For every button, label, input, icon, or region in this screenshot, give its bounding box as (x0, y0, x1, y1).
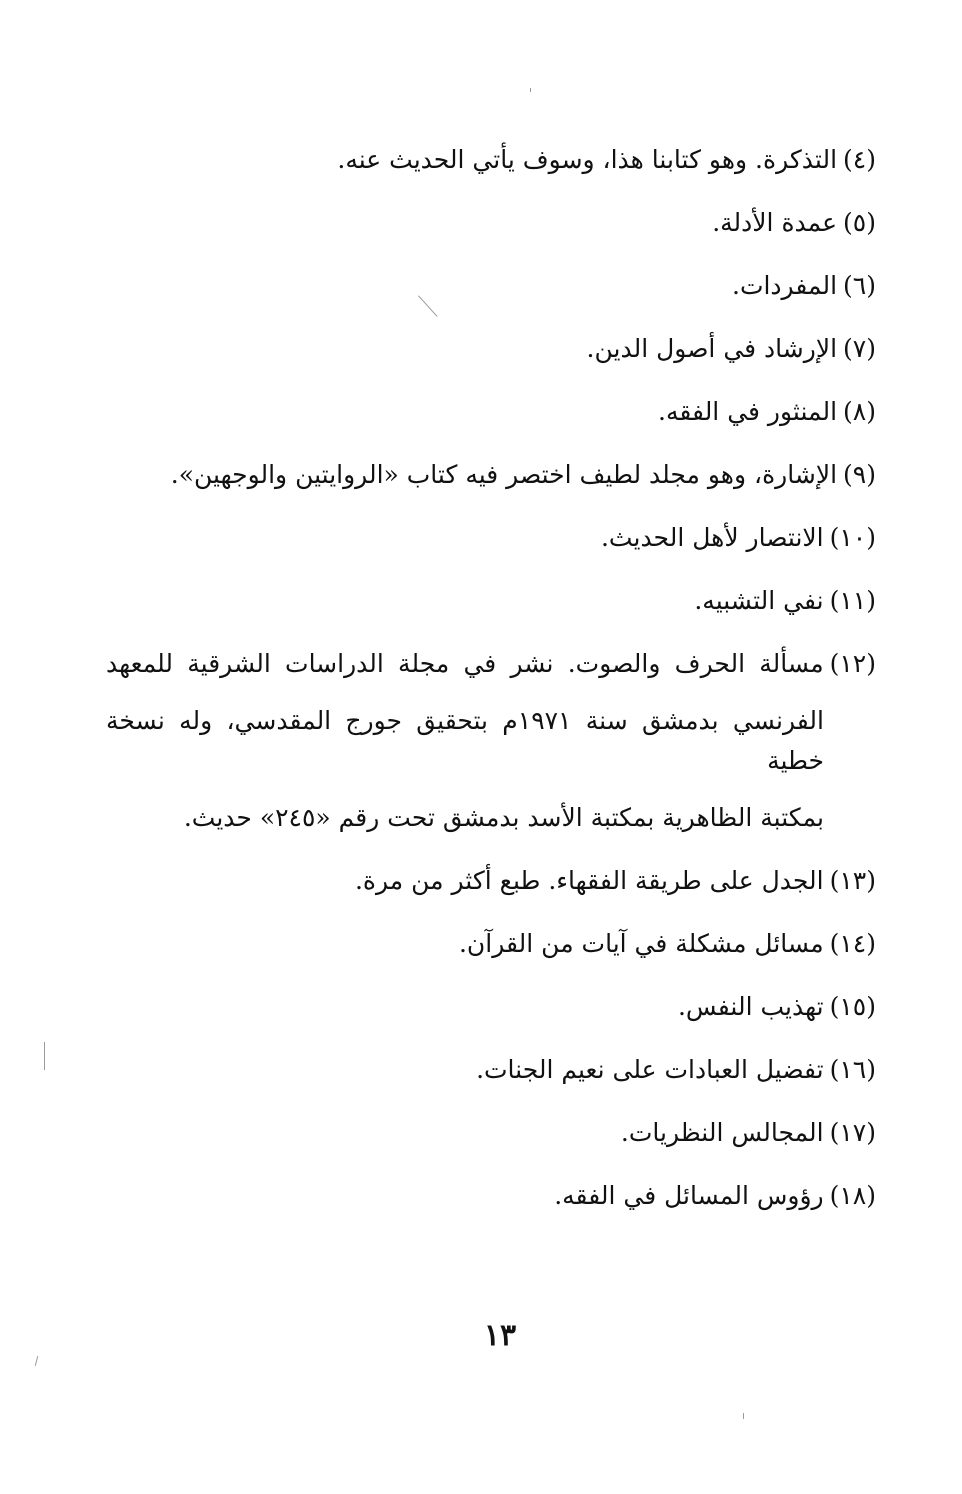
item-number: (١٣) (829, 866, 876, 895)
list-item (106, 581, 876, 621)
list-item (106, 644, 876, 838)
list-item (106, 924, 876, 964)
list-item (106, 455, 876, 495)
list-item (106, 987, 876, 1027)
item-text: مسألة الحرف والصوت. نشر في مجلة الدراسات الشرقية للمعهد (106, 649, 824, 678)
works-list (106, 140, 876, 1239)
list-item (106, 861, 876, 901)
item-number: (٨) (843, 397, 876, 426)
item-number: (٥) (843, 208, 876, 237)
list-item (106, 203, 876, 243)
scan-speck (743, 1413, 744, 1419)
item-number: (١٨) (829, 1181, 876, 1210)
item-text: رؤوس المسائل في الفقه. (554, 1181, 824, 1210)
item-number: (٧) (843, 334, 876, 363)
item-text: الإرشاد في أصول الدين. (586, 334, 838, 363)
list-item (106, 1050, 876, 1090)
item-line: بمكتبة الظاهرية بمكتبة الأسد بدمشق تحت رقم «٢٤٥» حديث. (183, 803, 824, 832)
item-text: تفضيل العبادات على نعيم الجنات. (476, 1055, 824, 1084)
item-number: (١١) (829, 586, 876, 615)
item-text: عمدة الأدلة. (712, 208, 838, 237)
list-item (106, 140, 876, 180)
item-text: الانتصار لأهل الحديث. (600, 523, 824, 552)
item-text: نفي التشبيه. (694, 586, 824, 615)
item-number: (٩) (843, 460, 876, 489)
item-number: (٤) (843, 145, 876, 174)
item-line: الفرنسي بدمشق سنة ١٩٧١م بتحقيق جورج المقدسي، وله نسخة خطية (106, 706, 824, 775)
list-item (106, 1176, 876, 1216)
item-number: (١٢) (829, 649, 876, 678)
item-number: (١٤) (829, 929, 876, 958)
item-number: (١٦) (829, 1055, 876, 1084)
item-text: المنثور في الفقه. (658, 397, 838, 426)
list-item (106, 266, 876, 306)
item-number: (١٧) (829, 1118, 876, 1147)
item-number: (١٠) (829, 523, 876, 552)
item-text: الإشارة، وهو مجلد لطيف اختصر فيه كتاب «الروايتين والوجهين». (170, 460, 838, 489)
item-line (106, 644, 876, 684)
item-text: تهذيب النفس. (677, 992, 824, 1021)
item-text: المفردات. (732, 271, 838, 300)
page-number: ١٣ (483, 1318, 517, 1353)
scan-speck (530, 88, 531, 92)
list-item (106, 329, 876, 369)
item-number: (٦) (843, 271, 876, 300)
list-item (106, 1113, 876, 1153)
scan-speck (44, 1042, 45, 1070)
list-item (106, 518, 876, 558)
item-text: التذكرة. وهو كتابنا هذا، وسوف يأتي الحديث عنه. (337, 145, 838, 174)
item-text: مسائل مشكلة في آيات من القرآن. (458, 929, 824, 958)
item-text: الجدل على طريقة الفقهاء. طبع أكثر من مرة. (354, 866, 824, 895)
list-item (106, 392, 876, 432)
item-text: المجالس النظريات. (620, 1118, 824, 1147)
item-number: (١٥) (829, 992, 876, 1021)
scan-speck (35, 1356, 39, 1366)
